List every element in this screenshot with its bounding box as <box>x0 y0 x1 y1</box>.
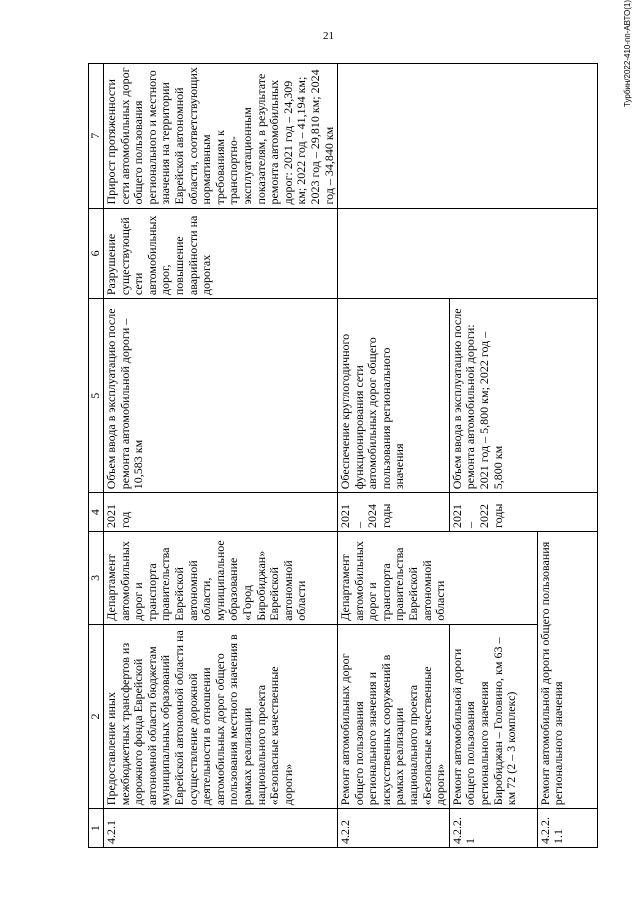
program-table <box>88 63 598 848</box>
row-number: 4.2.2.1 <box>449 809 537 848</box>
measure-name: Ремонт автомобильной дороги общего пользования регионального значения Биробиджан – Головино, км 63 – км 72 (2 – 3 комплекс) <box>449 624 537 808</box>
header-cell: 2 <box>89 624 104 808</box>
target-indicator: Прирост протяженности сети автомобильных дорог общего пользования регионального и местного значения на территории Еврейской автономной области, соответствующих нормативным требованиям к транспортно-эксплуатационным показателям, в результате ремонта автомобильных дорог: 2021 год – 24,309 км; 2022 год – 41,194 км; 2023 год – 29,810 км; 2024 год – 34,840 км <box>104 64 338 209</box>
row-number: 4.2.2.1.1 <box>537 809 597 848</box>
page-number: 21 <box>323 30 334 42</box>
consequences <box>338 208 598 299</box>
header-cell: 6 <box>89 208 104 299</box>
header-cell: 3 <box>89 532 104 625</box>
measure-name: Предоставление иных межбюджетных трансфертов из дорожного фонда Еврейской автономной области бюджетам муниципальных образований Еврейской автономной области на осуществление дорожной деятельности в отношении автомобильных дорог общего пользования местного значения в рамках реализации национального проекта «Безопасные качественные дороги» <box>104 624 338 808</box>
term: 2021 – 2024 годы <box>338 493 450 532</box>
header-cell: 7 <box>89 64 104 209</box>
expected-result: Объем ввода в эксплуатацию после ремонта автомобильной дороги: 2021 год – 5,800 км; 2022 год – 5,800 км <box>449 299 597 493</box>
table-row <box>104 64 338 848</box>
measure-name: Ремонт автомобильных дорог общего пользования регионального значения и искусственных сооружений в рамках реализации национального проекта «Безопасные качественные дороги» <box>338 624 450 808</box>
executor: Департамент автомобильных дорог и транспорта правительства Еврейской автономной области <box>338 532 538 625</box>
expected-result: Объем ввода в эксплуатацию после ремонта автомобильной дороги – 10,583 км <box>104 299 338 493</box>
expected-result: Обеспечение круглогодичного функционирования сети автомобильных дорог общего пользования регионального значения <box>338 299 450 493</box>
header-cell: 5 <box>89 299 104 493</box>
term: 2021 год <box>104 493 338 532</box>
row-number: 4.2.1 <box>104 809 338 848</box>
header-cell: 4 <box>89 493 104 532</box>
document-code: Турбин/2022-410-пп-АВТО(1) <box>623 0 632 107</box>
term: 2021 – 2022 годы <box>449 493 597 532</box>
target-indicator <box>338 64 598 209</box>
consequences: Разрушение существующей сети автомобильных дорог, повышение аварийности на дорогах <box>104 208 338 299</box>
header-cell: 1 <box>89 809 104 848</box>
measure-name: Ремонт автомобильной дороги общего пользования регионального значения <box>537 532 597 809</box>
rotated-table-sheet <box>88 63 637 848</box>
table-row <box>338 64 450 848</box>
executor: Департамент автомобильных дорог и транспорта правительства Еврейской автономной области, муниципальное образование «Город Биробиджан» Еврейской автономной области <box>104 532 338 625</box>
row-number: 4.2.2 <box>338 809 450 848</box>
header-row <box>89 64 104 848</box>
